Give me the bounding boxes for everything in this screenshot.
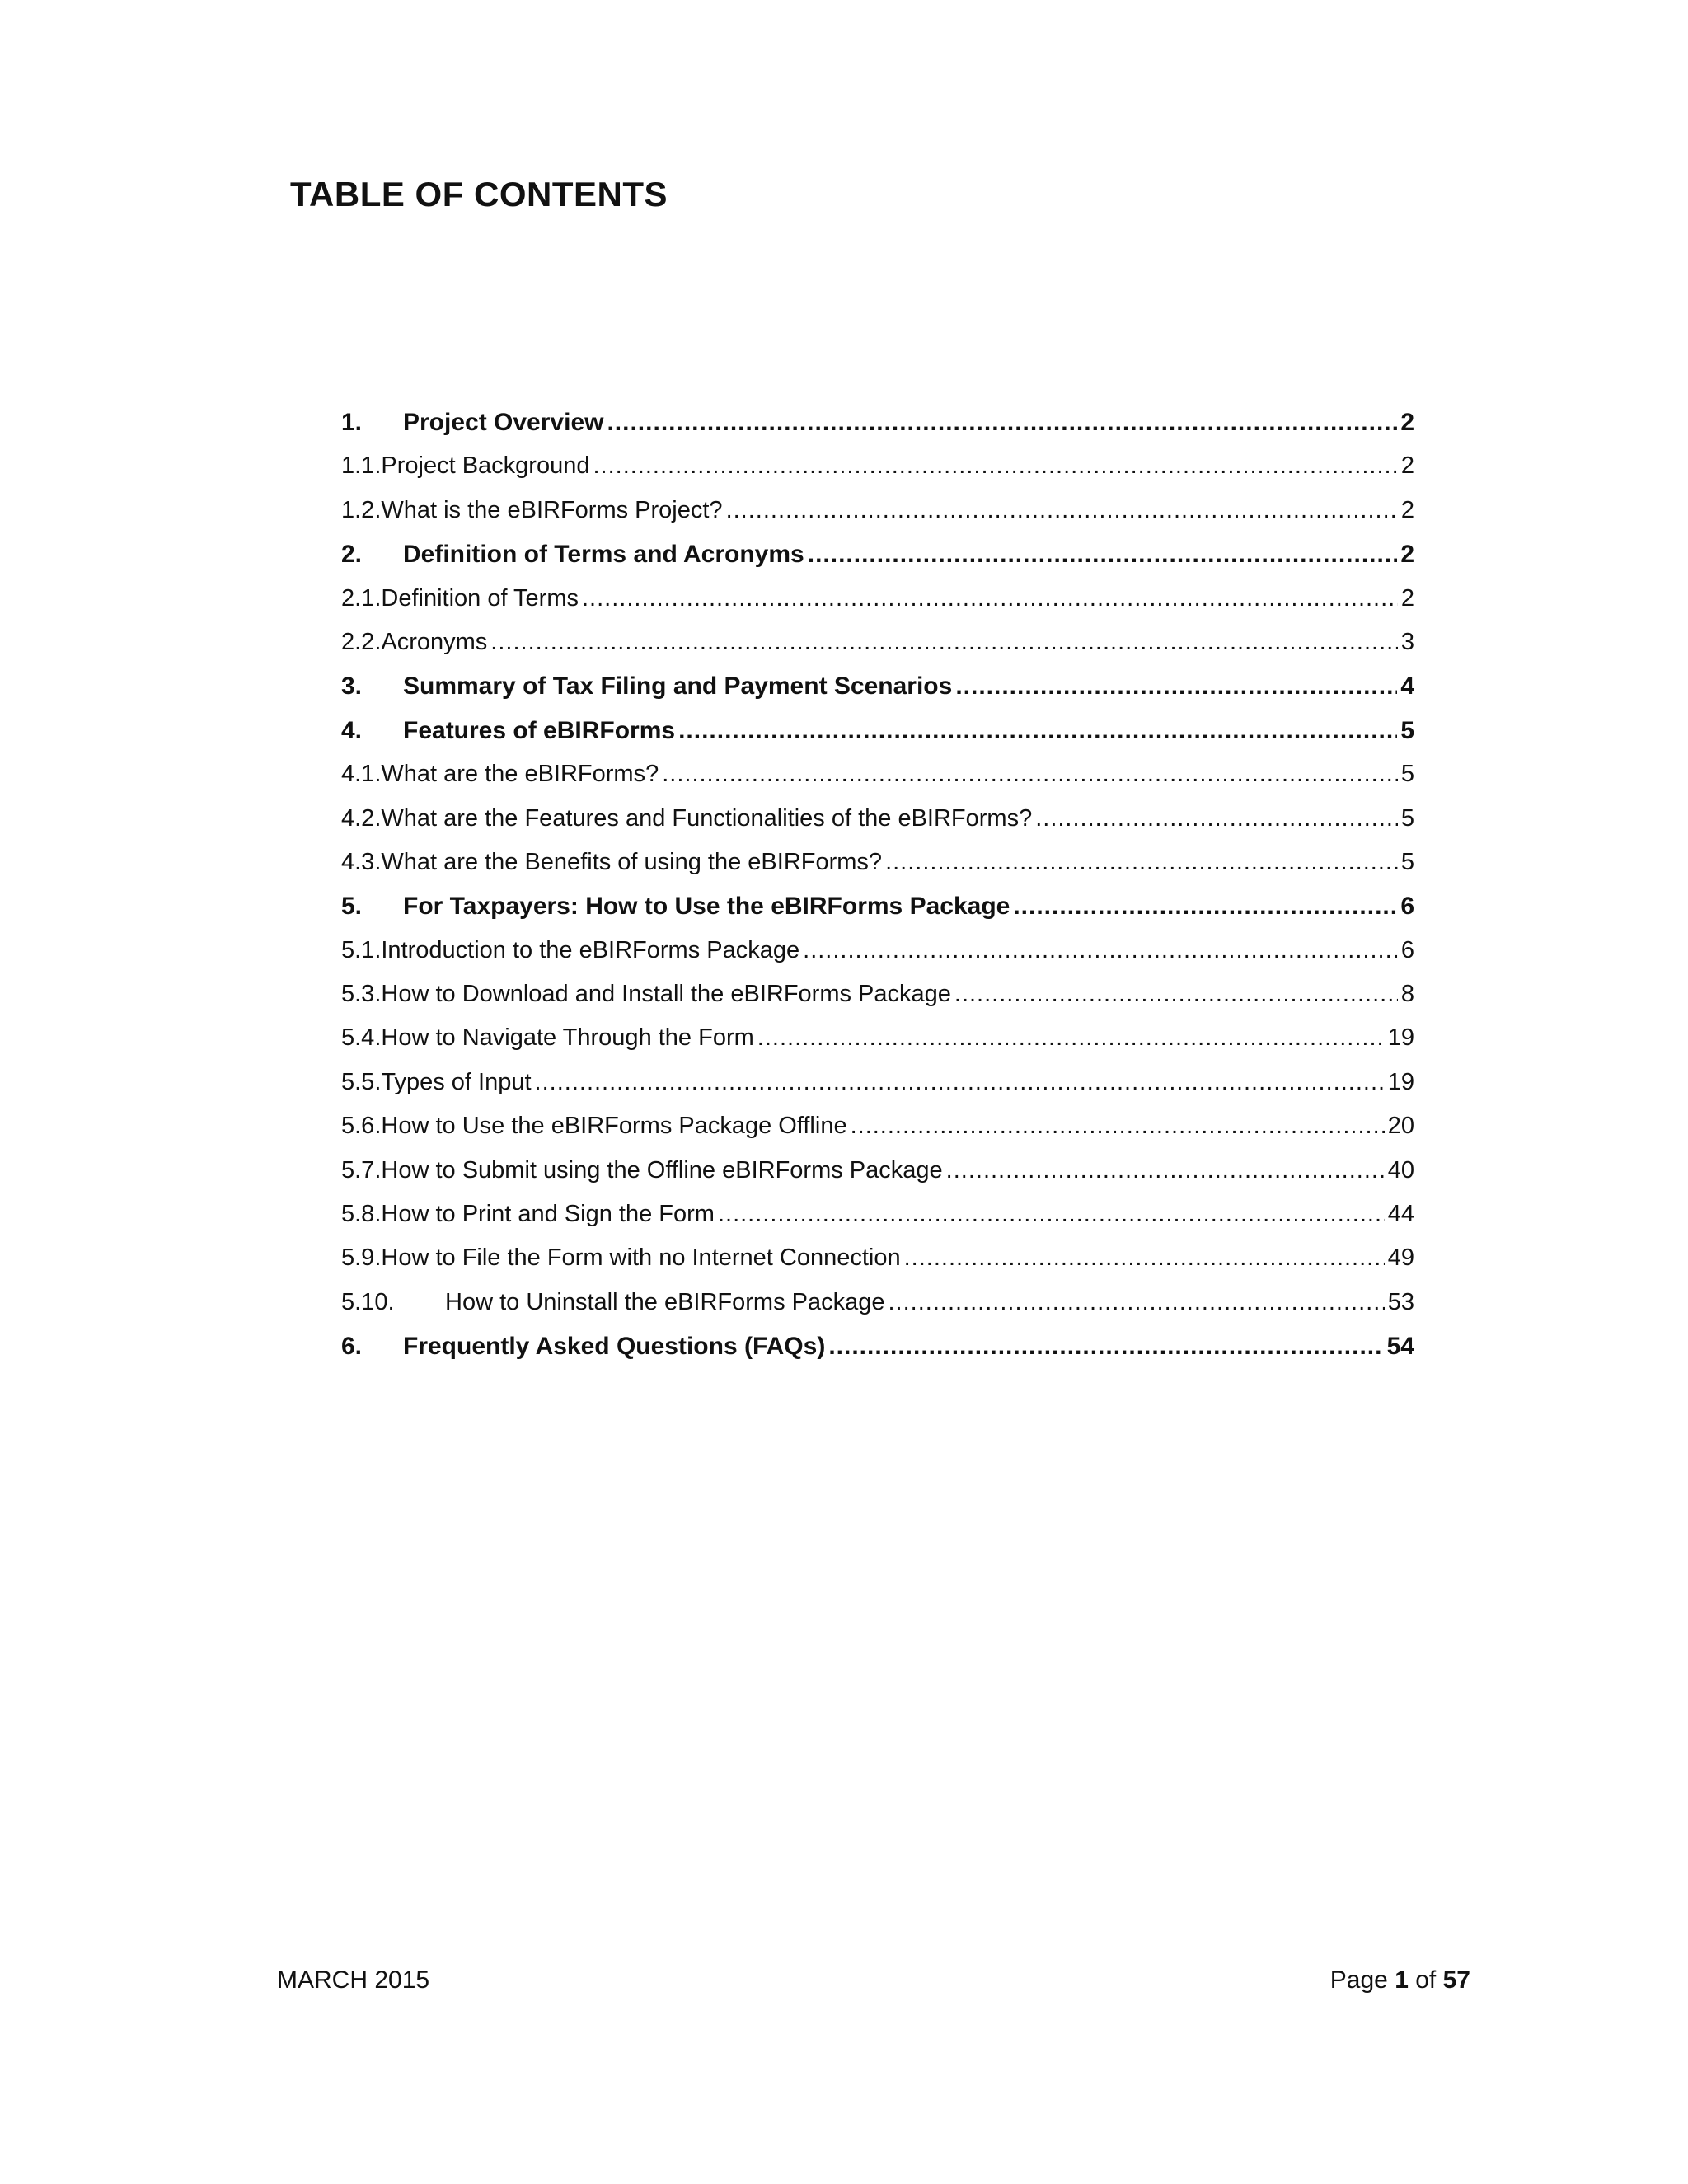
toc-entry-label: Acronyms <box>381 628 488 655</box>
page-title: TABLE OF CONTENTS <box>290 175 668 213</box>
toc-entry[interactable] <box>341 1104 1414 1148</box>
toc-entry-label: How to Print and Sign the Form <box>381 1201 715 1228</box>
toc-entry-label: How to Submit using the Offline eBIRForms Package <box>381 1156 943 1183</box>
toc-entry-page: 5 <box>1400 848 1414 875</box>
toc-entry-label: How to Download and Install the eBIRForms Package <box>381 981 951 1008</box>
toc-dot-leader <box>718 1193 1385 1236</box>
toc-entry[interactable] <box>341 1236 1414 1280</box>
toc-entry-label: How to Navigate Through the Form <box>381 1024 754 1052</box>
toc-entry-page: 8 <box>1400 981 1414 1008</box>
total-pages: 57 <box>1442 1966 1470 1994</box>
toc-dot-leader <box>726 489 1398 532</box>
toc-dot-leader <box>946 1149 1385 1193</box>
toc-entry[interactable] <box>341 489 1414 532</box>
toc-entry-page: 4 <box>1400 673 1414 701</box>
toc-entry-number: 1. <box>341 409 363 436</box>
toc-dot-leader <box>582 577 1398 621</box>
toc-entry-label: How to Uninstall the eBIRForms Package <box>445 1288 885 1315</box>
toc-entry-label: Project Overview <box>403 409 604 436</box>
toc-entry[interactable] <box>341 1061 1414 1104</box>
toc-entry[interactable] <box>341 972 1414 1016</box>
toc-entry-page: 3 <box>1400 628 1414 655</box>
toc-dot-leader <box>885 841 1398 884</box>
toc-entry[interactable] <box>341 884 1414 928</box>
toc-dot-leader <box>803 929 1398 972</box>
toc-entry-number: 5.1. <box>341 936 382 963</box>
toc-entry-number: 5.5. <box>341 1068 382 1095</box>
toc-entry-label: How to Use the eBIRForms Package Offline <box>381 1113 847 1140</box>
toc-entry-page: 2 <box>1400 496 1414 523</box>
toc-dot-leader <box>954 972 1398 1016</box>
toc-entry-number: 5.6. <box>341 1113 382 1140</box>
toc-entry-number: 5.7. <box>341 1156 382 1183</box>
toc-entry-number: 5.4. <box>341 1024 382 1052</box>
toc-entry-label: Project Background <box>381 452 590 480</box>
footer-page-number <box>1330 1966 1470 1994</box>
toc-entry[interactable] <box>341 444 1414 488</box>
toc-dot-leader <box>889 1281 1385 1324</box>
toc-entry-page: 54 <box>1386 1333 1414 1361</box>
toc-dot-leader <box>851 1104 1385 1148</box>
toc-entry-number: 1.1. <box>341 452 382 480</box>
toc-entry[interactable] <box>341 577 1414 621</box>
toc-entry[interactable] <box>341 1281 1414 1324</box>
toc-entry-page: 40 <box>1387 1156 1414 1183</box>
toc-dot-leader <box>490 621 1398 664</box>
toc-entry-label: What are the eBIRForms? <box>381 761 659 788</box>
toc-entry-page: 2 <box>1400 541 1414 569</box>
toc-entry-label: Introduction to the eBIRForms Package <box>381 936 800 963</box>
page-prefix: Page <box>1329 1966 1388 1994</box>
toc-dot-leader <box>955 664 1397 708</box>
toc-entry-number: 5.10. <box>341 1288 395 1315</box>
toc-dot-leader <box>662 752 1398 796</box>
toc-entry[interactable] <box>341 1149 1414 1193</box>
toc-entry-number: 5.8. <box>341 1201 382 1228</box>
toc-entry-page: 19 <box>1387 1024 1414 1052</box>
toc-entry-number: 5.3. <box>341 981 382 1008</box>
toc-dot-leader <box>828 1324 1383 1368</box>
toc-dot-leader <box>904 1236 1385 1280</box>
toc-entry[interactable] <box>341 401 1414 444</box>
toc-entry[interactable] <box>341 841 1414 884</box>
toc-entry-label: Definition of Terms and Acronyms <box>403 541 804 569</box>
toc-entry-number: 4.3. <box>341 848 382 875</box>
toc-entry-number: 6. <box>341 1333 363 1361</box>
toc-entry-number: 5.9. <box>341 1244 382 1272</box>
toc-entry-label: Frequently Asked Questions (FAQs) <box>403 1333 826 1361</box>
toc-entry-number: 4.2. <box>341 804 382 832</box>
toc-entry-page: 19 <box>1387 1068 1414 1095</box>
toc-entry[interactable] <box>341 797 1414 841</box>
toc-entry-number: 3. <box>341 673 363 701</box>
toc-entry[interactable] <box>341 621 1414 664</box>
current-page: 1 <box>1395 1966 1409 1994</box>
toc-entry-page: 2 <box>1400 409 1414 436</box>
toc-entry-number: 5. <box>341 893 363 921</box>
toc-entry-page: 5 <box>1400 761 1414 788</box>
toc-entry-page: 2 <box>1400 452 1414 480</box>
toc-entry-label: Features of eBIRForms <box>403 716 676 744</box>
toc-entry-page: 2 <box>1400 584 1414 612</box>
toc-entry-label: Summary of Tax Filing and Payment Scenarios <box>403 673 953 701</box>
footer-date: MARCH 2015 <box>277 1966 430 1994</box>
toc-entry-number: 2. <box>341 541 363 569</box>
toc-entry-label: What are the Benefits of using the eBIRForms? <box>381 848 883 875</box>
toc-entry-number: 4.1. <box>341 761 382 788</box>
toc-entry[interactable] <box>341 752 1414 796</box>
page-of: of <box>1415 1966 1437 1994</box>
toc-entry-page: 5 <box>1400 804 1414 832</box>
toc-entry[interactable] <box>341 1324 1414 1368</box>
toc-entry-page: 20 <box>1387 1113 1414 1140</box>
toc-entry[interactable] <box>341 709 1414 752</box>
toc-entry-page: 6 <box>1400 893 1414 921</box>
toc-entry[interactable] <box>341 929 1414 972</box>
toc-dot-leader <box>757 1016 1385 1060</box>
toc-dot-leader <box>678 709 1397 752</box>
toc-dot-leader <box>1013 884 1397 928</box>
toc-dot-leader <box>808 532 1398 576</box>
toc-dot-leader <box>607 401 1397 444</box>
toc-entry-label: What is the eBIRForms Project? <box>381 496 723 523</box>
toc-entry-page: 44 <box>1387 1201 1414 1228</box>
toc-entry[interactable] <box>341 1193 1414 1236</box>
toc-entry[interactable] <box>341 664 1414 708</box>
toc-entry-label: What are the Features and Functionalities of the eBIRForms? <box>381 804 1033 832</box>
toc-entry-number: 2.2. <box>341 628 382 655</box>
toc-entry-label: How to File the Form with no Internet Connection <box>381 1244 901 1272</box>
toc-dot-leader <box>593 444 1397 488</box>
toc-entry-page: 49 <box>1387 1244 1414 1272</box>
toc-entry-label: For Taxpayers: How to Use the eBIRForms Package <box>403 893 1010 921</box>
toc-entry-page: 5 <box>1400 716 1414 744</box>
toc-dot-leader <box>1035 797 1398 841</box>
toc-entry-number: 4. <box>341 716 363 744</box>
toc-entry-page: 53 <box>1387 1288 1414 1315</box>
toc-entry[interactable] <box>341 532 1414 576</box>
toc-entry-label: Types of Input <box>381 1068 532 1095</box>
toc-entry-label: Definition of Terms <box>381 584 579 612</box>
toc-entry[interactable] <box>341 1016 1414 1060</box>
toc-dot-leader <box>535 1061 1385 1104</box>
toc-entry-page: 6 <box>1400 936 1414 963</box>
table-of-contents <box>341 401 1414 1369</box>
toc-entry-number: 1.2. <box>341 496 382 523</box>
toc-entry-number: 2.1. <box>341 584 382 612</box>
